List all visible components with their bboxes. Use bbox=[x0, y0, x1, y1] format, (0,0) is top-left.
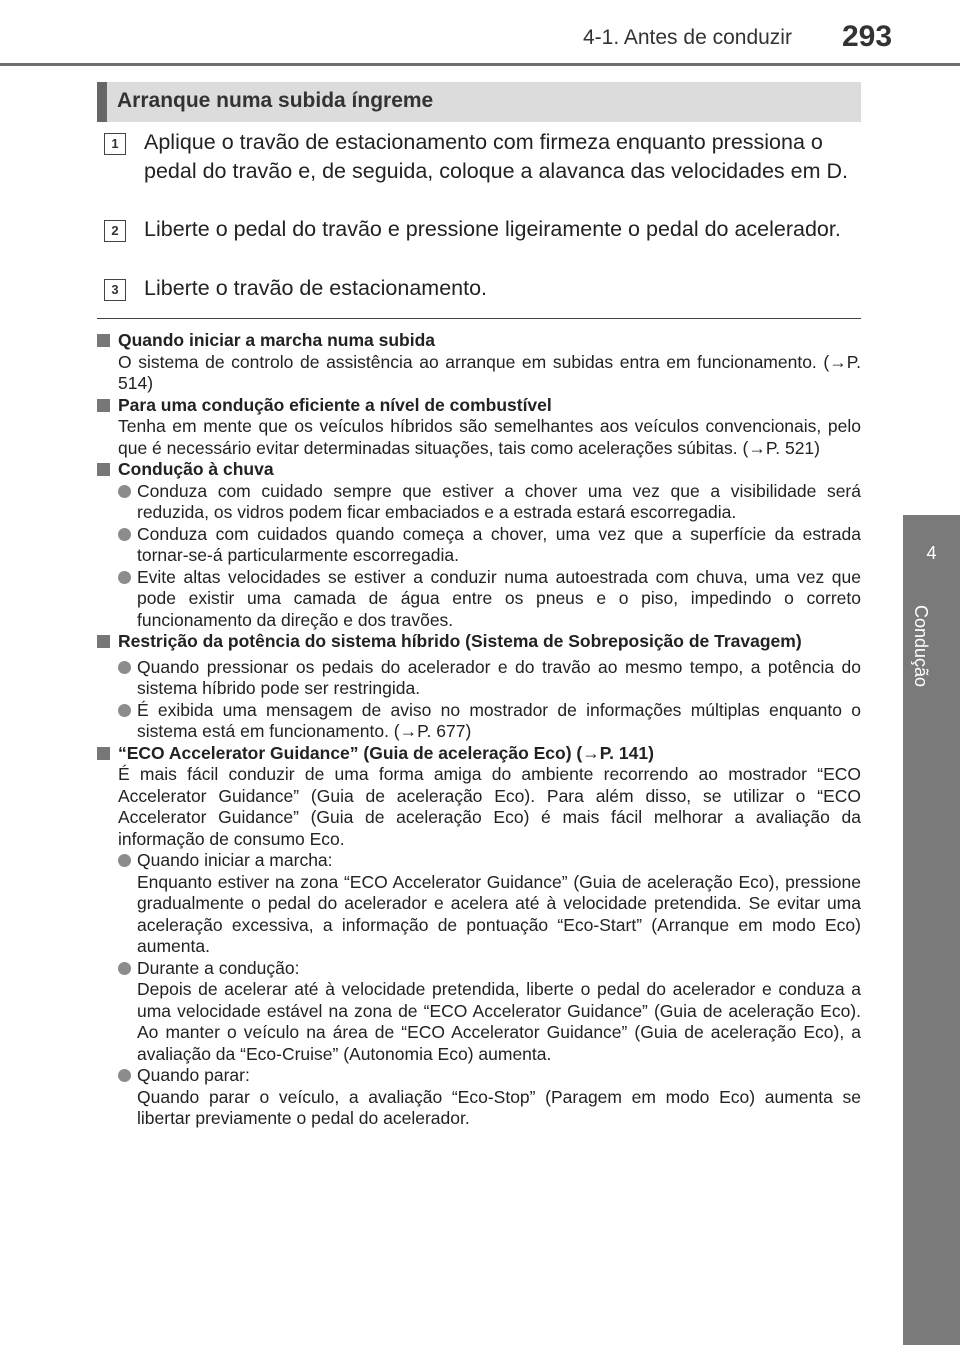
notes-section bbox=[97, 330, 861, 1130]
header-section-label: 4-1. Antes de conduzir bbox=[583, 26, 792, 49]
step-text: Aplique o travão de estacionamento com firmeza enquanto pressiona o pedal do travão e, de seguida, coloque a alavanca das velocidades em D. bbox=[144, 130, 848, 183]
note-title: Condução à chuva bbox=[97, 459, 861, 481]
note-text: O sistema de controlo de assistência ao arranque em subidas entra em funcionamento. (→P. 514) bbox=[118, 351, 861, 393]
note-title: Quando iniciar a marcha numa subida bbox=[97, 330, 861, 352]
step-number-badge: 2 bbox=[104, 220, 126, 242]
bullet-label: Quando iniciar a marcha: bbox=[137, 850, 333, 870]
page-number: 293 bbox=[842, 20, 893, 53]
bullet-item: Evite altas velocidades se estiver a conduzir numa autoestrada com chuva, uma vez que pode existir uma camada de água entre os pneus e o piso, impedindo o correto funcionamento da direção e dos travões. bbox=[97, 567, 861, 632]
chapter-title: Condução bbox=[911, 605, 931, 688]
bullet-item bbox=[97, 1065, 861, 1130]
bullet-item: Conduza com cuidados quando começa a chover, uma vez que a superfície da estrada tornar-se-á particularmente escorregadia. bbox=[97, 524, 861, 567]
header-divider bbox=[0, 63, 960, 66]
step-text: Liberte o pedal do travão e pressione ligeiramente o pedal do acelerador. bbox=[144, 217, 841, 241]
chapter-side-tab bbox=[903, 515, 960, 1345]
section-divider bbox=[97, 318, 861, 319]
step-text: Liberte o travão de estacionamento. bbox=[144, 276, 488, 300]
bullet-item bbox=[97, 850, 861, 958]
note-title: “ECO Accelerator Guidance” (Guia de aceleração Eco) (→P. 141) bbox=[97, 743, 861, 765]
bullet-item bbox=[97, 958, 861, 1066]
bullet-item: É exibida uma mensagem de aviso no mostrador de informações múltiplas enquanto o sistema está em funcionamento. (→P. 677) bbox=[97, 700, 861, 743]
bullet-label: Quando parar: bbox=[137, 1065, 250, 1085]
chapter-number: 4 bbox=[926, 543, 937, 563]
bullet-item: Conduza com cuidado sempre que estiver a chover uma vez que a visibilidade será reduzida, os vidros podem ficar embaciados e a estrada estará escorregadia. bbox=[97, 481, 861, 524]
note-text: É mais fácil conduzir de uma forma amiga do ambiente recorrendo ao mostrador “ECO Accelerator Guidance” (Guia de aceleração Eco). Para além disso, se utilizar o “ECO Accelerator Guidance” (Guia de aceleração Eco) é mais fácil melhorar a avaliação da informação de consumo Eco. bbox=[118, 764, 861, 849]
section-heading-accent bbox=[97, 82, 107, 122]
bullet-text: Enquanto estiver na zona “ECO Accelerator Guidance” (Guia de aceleração Eco), pressione gradualmente o pedal do acelerador e acelera até à velocidade pretendida. Se evitar uma aceleração excessiva, a informação de pontuação “Eco-Start” (Arranque em modo Eco) aumenta. bbox=[137, 871, 861, 956]
bullet-label: Durante a condução: bbox=[137, 957, 300, 978]
section-title: Arranque numa subida íngreme bbox=[117, 89, 434, 112]
step-number-badge: 1 bbox=[104, 133, 126, 155]
bullet-item: Quando pressionar os pedais do acelerador e do travão ao mesmo tempo, a potência do sistema híbrido pode ser restringida. bbox=[97, 657, 861, 700]
bullet-text: Quando parar o veículo, a avaliação “Eco-Stop” (Paragem em modo Eco) aumenta se libertar previamente o pedal do acelerador. bbox=[137, 1086, 861, 1128]
note-title: Para uma condução eficiente a nível de combustível bbox=[97, 395, 861, 417]
note-title: Restrição da potência do sistema híbrido (Sistema de Sobreposição de Travagem) bbox=[97, 631, 861, 653]
bullet-text: Depois de acelerar até à velocidade pretendida, liberte o pedal do acelerador e conduza a uma velocidade estável na zona de “ECO Accelerator Guidance” (Guia de aceleração Eco). Ao manter o veículo na área de “ECO Accelerator Guidance” (Guia de aceleração Eco), a avaliação da “Eco-Cruise” (Autonomia Eco) aumenta. bbox=[137, 979, 861, 1064]
step-number-badge: 3 bbox=[104, 279, 126, 301]
section-heading-box bbox=[97, 82, 861, 122]
note-text: Tenha em mente que os veículos híbridos são semelhantes aos veículos convencionais, pelo que é necessário evitar determinadas situações, tais como acelerações súbitas. (→P. 521) bbox=[118, 416, 861, 458]
